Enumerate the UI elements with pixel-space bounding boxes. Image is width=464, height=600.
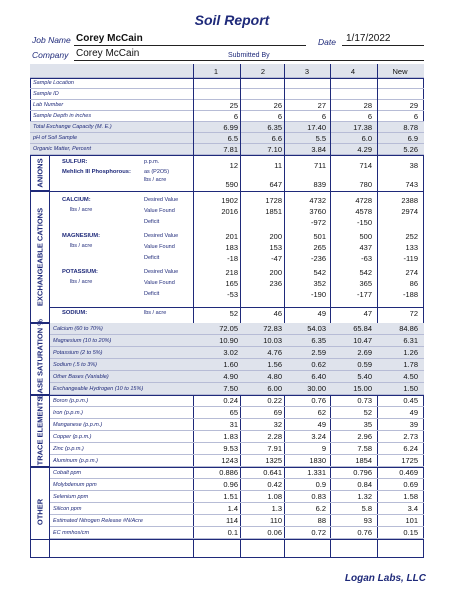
value-cell: 165 — [225, 279, 238, 288]
value-cell: 6 — [413, 112, 418, 121]
value-cell: 0.72 — [311, 528, 326, 537]
value-cell: 110 — [270, 516, 282, 525]
row-label: Selenium ppm — [53, 493, 89, 500]
value-cell: 1.50 — [403, 384, 418, 393]
submitted-by-label: Submitted By — [228, 52, 270, 59]
value-cell: -47 — [271, 254, 282, 263]
value-cell: -63 — [361, 254, 372, 263]
grid-line — [30, 155, 424, 156]
value-cell: 0.76 — [357, 528, 372, 537]
value-cell: 5.40 — [357, 372, 372, 381]
row-label: Sample Depth in inches — [33, 113, 92, 119]
value-cell: 46 — [273, 309, 282, 318]
row-label: Manganese (p.p.m.) — [53, 421, 103, 428]
value-cell: 52 — [229, 309, 238, 318]
row-label: Molybdenum ppm — [53, 481, 97, 488]
row-label: Aluminum (p.p.m.) — [53, 457, 98, 464]
value-cell: 6.35 — [267, 123, 282, 132]
value-cell: 647 — [269, 180, 282, 189]
value-cell: 38 — [409, 161, 418, 170]
value-cell: 49 — [317, 420, 326, 429]
value-cell: 2.28 — [267, 432, 282, 441]
company-value: Corey McCain — [76, 48, 140, 59]
value-cell: 1.32 — [357, 492, 372, 501]
value-cell: 1.08 — [267, 492, 282, 501]
unit-label: lbs / acre — [144, 310, 167, 316]
row-label: Copper (p.p.m.) — [53, 433, 92, 440]
value-cell: 39 — [409, 420, 418, 429]
grid-line — [50, 307, 424, 308]
value-cell: 30.00 — [307, 384, 326, 393]
value-cell: 365 — [359, 279, 372, 288]
column-header: 4 — [350, 67, 356, 76]
row-label: EC mmhos/cm — [53, 529, 90, 536]
value-cell: 0.76 — [311, 396, 326, 405]
found-label: Value Found — [144, 208, 175, 214]
value-cell: 1.83 — [223, 432, 238, 441]
value-cell: 500 — [359, 232, 372, 241]
mehlich-label: Mehlich III Phosphorous: — [62, 169, 131, 175]
value-cell: 542 — [359, 268, 372, 277]
value-cell: 0.73 — [357, 396, 372, 405]
magnesium-label: MAGNESIUM: — [62, 233, 100, 239]
other-section-label: OTHER — [35, 498, 44, 526]
row-label: Estimated Nitrogen Release #N/Acre — [53, 517, 143, 524]
anions-section — [30, 155, 50, 191]
value-cell: 72 — [409, 309, 418, 318]
value-cell: 839 — [313, 180, 326, 189]
value-cell: 9.53 — [223, 444, 238, 453]
value-cell: 15.00 — [353, 384, 372, 393]
value-cell: 6.2 — [315, 504, 326, 513]
cations-section — [30, 191, 50, 323]
value-cell: 133 — [405, 243, 418, 252]
date-value: 1/17/2022 — [346, 33, 391, 44]
value-cell: 153 — [269, 243, 282, 252]
value-cell: 49 — [409, 408, 418, 417]
desired-label: Desired Value — [144, 197, 179, 203]
value-cell: 9 — [321, 444, 326, 453]
value-cell: 4.29 — [357, 145, 372, 154]
value-cell: 501 — [313, 232, 326, 241]
value-cell: 4.80 — [267, 372, 282, 381]
value-cell: 62 — [317, 408, 326, 417]
value-cell: 201 — [225, 232, 238, 241]
desired-label: Desired Value — [144, 233, 179, 239]
value-cell: 7.50 — [223, 384, 238, 393]
value-cell: 2974 — [401, 207, 418, 216]
value-cell: 183 — [225, 243, 238, 252]
value-cell: 2016 — [221, 207, 238, 216]
value-cell: 0.15 — [403, 528, 418, 537]
value-cell: 86 — [409, 279, 418, 288]
row-label: Calcium (60 to 70%) — [53, 325, 103, 332]
value-cell: 3.02 — [223, 348, 238, 357]
row-label: Total Exchange Capacity (M. E.) — [33, 124, 112, 130]
data-row — [30, 89, 424, 100]
value-cell: 3.4 — [407, 504, 418, 513]
value-cell: 274 — [405, 268, 418, 277]
report-title: Soil Report — [194, 12, 270, 28]
value-cell: 6 — [321, 112, 326, 121]
value-cell: 114 — [226, 516, 238, 525]
value-cell: 84.86 — [399, 324, 418, 333]
value-cell: 3.24 — [311, 432, 326, 441]
value-cell: 6 — [277, 112, 282, 121]
value-cell: -18 — [227, 254, 238, 263]
value-cell: 0.641 — [263, 468, 282, 477]
value-cell: 7.10 — [267, 145, 282, 154]
row-label: pH of Soil Sample — [33, 135, 78, 141]
value-cell: 1.56 — [267, 360, 282, 369]
value-cell: 2.69 — [357, 348, 372, 357]
value-cell: 0.84 — [357, 480, 372, 489]
value-cell: 65.84 — [353, 324, 372, 333]
value-cell: 12 — [229, 161, 238, 170]
value-cell: 17.40 — [307, 123, 326, 132]
value-cell: 6 — [233, 112, 238, 121]
value-cell: 11 — [274, 161, 282, 170]
value-cell: 7.91 — [267, 444, 282, 453]
value-cell: 6.24 — [403, 444, 418, 453]
value-cell: 6.6 — [271, 134, 282, 143]
value-cell: 252 — [405, 232, 418, 241]
desired-label: Desired Value — [144, 269, 179, 275]
value-cell: 54.03 — [307, 324, 326, 333]
value-cell: 47 — [363, 309, 372, 318]
value-cell: 4.50 — [403, 372, 418, 381]
value-cell: 0.62 — [311, 360, 326, 369]
value-cell: 7.81 — [223, 145, 238, 154]
trace-section-label: TRACE ELEMENTS — [35, 396, 44, 465]
value-cell: 1.58 — [403, 492, 418, 501]
value-cell: 101 — [405, 516, 418, 525]
value-cell: 437 — [359, 243, 372, 252]
value-cell: 0.83 — [311, 492, 326, 501]
value-cell: 1728 — [265, 196, 282, 205]
value-cell: 236 — [269, 279, 282, 288]
value-cell: 1725 — [401, 456, 418, 465]
value-cell: 1.60 — [223, 360, 238, 369]
value-cell: 6.99 — [223, 123, 238, 132]
value-cell: 6 — [367, 112, 372, 121]
value-cell: 2388 — [401, 196, 418, 205]
value-cell: 29 — [409, 101, 418, 110]
value-cell: 0.69 — [403, 480, 418, 489]
value-cell: 0.42 — [267, 480, 282, 489]
deficit-label: Deficit — [144, 219, 160, 225]
trace-section — [30, 395, 50, 467]
value-cell: 1902 — [221, 196, 238, 205]
value-cell: 711 — [314, 161, 326, 170]
value-cell: 1.331 — [307, 468, 326, 477]
grid-line — [30, 539, 424, 540]
deficit-label: Deficit — [144, 291, 160, 297]
sodium-label: SODIUM: — [62, 310, 88, 316]
value-cell: 0.24 — [223, 396, 238, 405]
value-cell: 6.31 — [403, 336, 418, 345]
value-cell: -188 — [402, 290, 418, 299]
row-label: Potassium (2 to 5%) — [53, 349, 103, 356]
value-cell: 25 — [229, 101, 238, 110]
value-cell: 0.886 — [219, 468, 238, 477]
grid-line — [30, 191, 424, 192]
value-cell: 6.0 — [361, 134, 372, 143]
date-label: Date — [318, 37, 336, 47]
value-cell: 4728 — [355, 196, 372, 205]
value-cell: 1854 — [355, 456, 372, 465]
calcium-label: CALCIUM: — [62, 197, 91, 203]
value-cell: 542 — [313, 268, 326, 277]
value-cell: 714 — [359, 161, 372, 170]
value-cell: 5.5 — [315, 134, 326, 143]
value-cell: -177 — [356, 290, 372, 299]
row-label: Boron (p.p.m.) — [53, 397, 89, 404]
value-cell: 69 — [273, 408, 282, 417]
value-cell: 28 — [363, 101, 372, 110]
column-header: 3 — [304, 67, 310, 76]
column-header: 1 — [213, 67, 219, 76]
value-cell: 780 — [359, 180, 372, 189]
value-cell: 4.90 — [223, 372, 238, 381]
data-row — [30, 78, 424, 89]
value-cell: 1.26 — [403, 348, 418, 357]
row-label: Cobalt ppm — [53, 469, 82, 476]
value-cell: 1325 — [265, 456, 282, 465]
other-section — [30, 467, 50, 558]
value-cell: 6.9 — [407, 134, 418, 143]
value-cell: 4732 — [309, 196, 326, 205]
value-cell: 1.4 — [227, 504, 238, 513]
value-cell: 93 — [363, 516, 372, 525]
cations-section-label: EXCHANGEABLE CATIONS — [35, 207, 44, 306]
value-cell: 27 — [317, 101, 326, 110]
value-cell: 5.26 — [403, 145, 418, 154]
value-cell: 590 — [225, 180, 238, 189]
value-cell: 352 — [313, 279, 326, 288]
value-cell: 6.00 — [267, 384, 282, 393]
value-cell: -190 — [310, 290, 326, 299]
value-cell: 3760 — [309, 207, 326, 216]
value-cell: -53 — [227, 290, 238, 299]
mehlich-unit: as (P2O5) — [144, 169, 170, 175]
saturation-section-label: BASE SATURATION % — [35, 318, 44, 399]
value-cell: 52 — [363, 408, 372, 417]
value-cell: 35 — [363, 420, 372, 429]
value-cell: 8.78 — [403, 123, 418, 132]
value-cell: 32 — [273, 420, 282, 429]
sulfur-label: SULFUR: — [62, 159, 88, 165]
job-name-label: Job Name — [32, 35, 71, 45]
value-cell: 200 — [269, 232, 282, 241]
value-cell: -119 — [403, 254, 418, 263]
row-label: Sample ID — [33, 91, 59, 97]
value-cell: 72.83 — [263, 324, 282, 333]
value-cell: 0.22 — [267, 396, 282, 405]
value-cell: 6.35 — [311, 336, 326, 345]
row-label: Magnesium (10 to 20%) — [53, 337, 112, 344]
value-cell: 10.90 — [219, 336, 238, 345]
value-cell: 10.03 — [263, 336, 282, 345]
value-cell: 31 — [229, 420, 238, 429]
value-cell: 10.47 — [353, 336, 372, 345]
column-header: New — [392, 67, 408, 76]
row-label: Iron (p.p.m.) — [53, 409, 83, 416]
value-cell: 0.9 — [315, 480, 326, 489]
unit-label: lbs / acre — [70, 279, 93, 285]
value-cell: 0.796 — [353, 468, 372, 477]
value-cell: 72.05 — [219, 324, 238, 333]
row-label: Other Bases (Variable) — [53, 373, 109, 380]
row-label: Sodium (.5 to 3%) — [53, 361, 98, 368]
row-label: Lab Number — [33, 102, 64, 108]
mehlich-unit: lbs / acre — [144, 177, 167, 183]
value-cell: 200 — [269, 268, 282, 277]
value-cell: 4.76 — [267, 348, 282, 357]
deficit-label: Deficit — [144, 255, 160, 261]
value-cell: 3.84 — [311, 145, 326, 154]
value-cell: 1830 — [309, 456, 326, 465]
row-label: Sample Location — [33, 80, 74, 86]
unit-label: lbs / acre — [70, 243, 93, 249]
unit-label: lbs / acre — [70, 207, 93, 213]
value-cell: 0.59 — [357, 360, 372, 369]
sulfur-unit: p.p.m. — [144, 159, 160, 165]
row-label: Silicon ppm — [53, 505, 82, 512]
value-cell: 6.40 — [311, 372, 326, 381]
value-cell: 4578 — [355, 207, 372, 216]
value-cell: 65 — [229, 408, 238, 417]
value-cell: 17.38 — [353, 123, 372, 132]
value-cell: 2.59 — [311, 348, 326, 357]
value-cell: 6.5 — [227, 134, 238, 143]
value-cell: 743 — [405, 180, 418, 189]
value-cell: 49 — [317, 309, 326, 318]
value-cell: 7.58 — [357, 444, 372, 453]
anions-section-label: ANIONS — [35, 157, 44, 188]
footer-brand: Logan Labs, LLC — [344, 573, 426, 584]
value-cell: -236 — [310, 254, 326, 263]
column-header: 2 — [260, 67, 266, 76]
row-label: Organic Matter, Percent — [33, 146, 92, 152]
value-cell: 0.469 — [399, 468, 418, 477]
value-cell: 1243 — [221, 456, 238, 465]
value-cell: -972 — [310, 218, 326, 227]
value-cell: 0.06 — [267, 528, 282, 537]
value-cell: 2.96 — [357, 432, 372, 441]
value-cell: 5.8 — [361, 504, 372, 513]
value-cell: 0.1 — [227, 528, 238, 537]
value-cell: -150 — [356, 218, 372, 227]
found-label: Value Found — [144, 280, 175, 286]
value-cell: 0.45 — [403, 396, 418, 405]
value-cell: 1.3 — [271, 504, 282, 513]
job-name-value: Corey McCain — [76, 33, 143, 44]
value-cell: 0.96 — [223, 480, 238, 489]
row-label: Exchangeable Hydrogen (10 to 15%) — [53, 385, 144, 392]
potassium-label: POTASSIUM: — [62, 269, 98, 275]
grid-line — [30, 78, 424, 79]
company-label: Company — [32, 50, 69, 60]
saturation-section — [30, 318, 50, 399]
row-label: Zinc (p.p.m.) — [53, 445, 84, 452]
value-cell: 2.73 — [403, 432, 418, 441]
value-cell: 1.51 — [223, 492, 238, 501]
value-cell: 26 — [273, 101, 282, 110]
value-cell: 88 — [317, 516, 326, 525]
value-cell: 218 — [225, 268, 238, 277]
value-cell: 1.78 — [403, 360, 418, 369]
found-label: Value Found — [144, 244, 175, 250]
value-cell: 1851 — [265, 207, 282, 216]
value-cell: 265 — [313, 243, 326, 252]
